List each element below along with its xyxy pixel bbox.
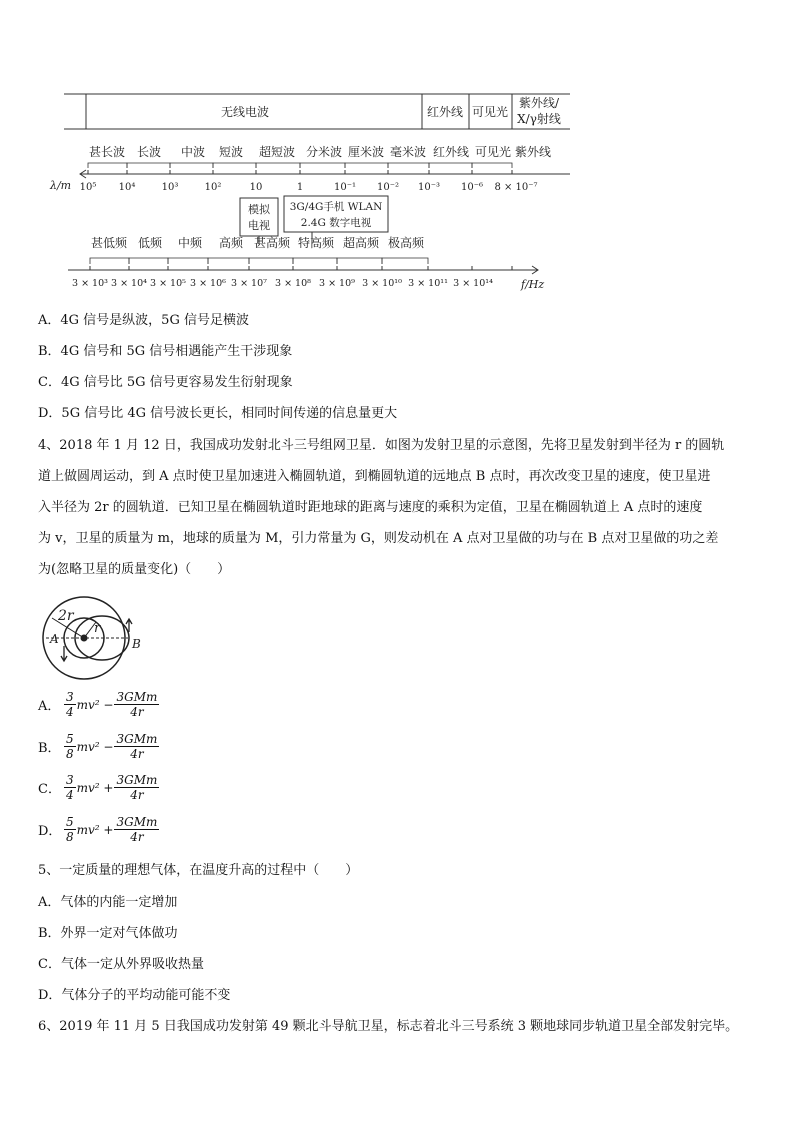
freq-tick: 3 × 10⁶ [190, 278, 226, 289]
lambda-tick: 1 [296, 182, 304, 193]
mid-term: mv² + [76, 780, 114, 795]
wave-name: 中波 [180, 145, 206, 159]
q5-option-a: A．气体的内能一定增加 [38, 895, 178, 910]
lambda-tick: 10⁵ [79, 182, 97, 193]
top-bar-uv: 紫外线/ [518, 96, 560, 110]
lambda-tick: 10 [249, 182, 263, 193]
wave-name: 紫外线 [514, 145, 552, 159]
freq-tick: 3 × 10⁵ [150, 278, 186, 289]
option-label: C． [38, 782, 61, 797]
q5-option-b: B．外界一定对气体做功 [38, 926, 178, 941]
top-bar-visible: 可见光 [471, 105, 509, 119]
q3-option-d: D．5G 信号比 4G 信号波长更长，相同时间传递的信息量更大 [38, 406, 398, 421]
freq-tick: 3 × 10⁴ [111, 278, 147, 289]
coef-fraction: $\frac{5}{8}$ [66, 732, 74, 761]
option-label: B． [38, 741, 61, 756]
term-fraction: $\frac{\text{3GMm}}{4r}$ [116, 815, 158, 844]
phone-wlan-label-2: 2.4G 数字电视 [300, 217, 372, 229]
lambda-tick: 10⁻⁶ [460, 182, 484, 193]
freq-tick: 3 × 10⁷ [231, 278, 267, 289]
coef-fraction: $\frac{5}{8}$ [66, 815, 74, 844]
freq-tick: 3 × 10¹¹ [408, 278, 448, 289]
wave-name: 短波 [218, 145, 244, 159]
mid-term: mv² + [76, 822, 114, 837]
coef-fraction: $\frac{3}{4}$ [66, 773, 74, 802]
lambda-tick: 10² [204, 182, 222, 193]
top-bar-radio: 无线电波 [220, 105, 270, 119]
freq-tick: 3 × 10¹⁰ [362, 278, 402, 289]
q3-option-b: B．4G 信号和 5G 信号相遇能产生干涉现象 [38, 344, 293, 359]
q6-stem: 6、2019 年 11 月 5 日我国成功发射第 49 颗北斗导航卫星，标志着北斗三号系统 3 颗地球同步轨道卫星全部发射完毕。 [38, 1019, 739, 1034]
option-label: A． [38, 699, 61, 714]
freq-tick: 3 × 10¹⁴ [453, 278, 493, 289]
lambda-tick: 8 × 10⁻⁷ [494, 182, 538, 193]
wave-name: 红外线 [432, 145, 470, 159]
q4-stem-line-2: 道上做圆周运动，到 A 点时使卫星加速进入椭圆轨道，到椭圆轨道的远地点 B 点时，再次改变卫星的速度，使卫星进 [38, 469, 711, 484]
lambda-tick: 10⁻¹ [333, 182, 357, 193]
freq-name: 甚低频 [90, 236, 128, 250]
label-A: A [50, 632, 59, 646]
q4-stem-line-1: 4、2018 年 1 月 12 日，我国成功发射北斗三号组网卫星．如图为发射卫星的示意图，先将卫星发射到半径为 r 的圆轨 [38, 438, 725, 453]
orbit-diagram [36, 596, 152, 688]
wave-range-brackets [88, 163, 512, 168]
q3-option-a: A．4G 信号是纵波，5G 信号足横波 [38, 313, 249, 328]
term-fraction: $\frac{\text{3GMm}}{4r}$ [116, 690, 158, 719]
freq-name: 超高频 [342, 236, 380, 250]
spectrum-diagram [0, 88, 794, 298]
q3-option-c: C．4G 信号比 5G 信号更容易发生衍射现象 [38, 375, 293, 390]
wave-name: 厘米波 [347, 145, 385, 159]
q4-option-d [38, 815, 159, 844]
mid-term: mv² − [76, 739, 114, 754]
freq-name: 低频 [137, 236, 163, 250]
wave-name: 超短波 [258, 145, 296, 159]
q4-stem-line-3: 入半径为 2r 的圆轨道．已知卫星在椭圆轨道时距地球的距离与速度的乘积为定值，卫星在椭圆轨道上 A 点时的速度 [38, 500, 703, 515]
top-bar-infrared: 红外线 [426, 105, 464, 119]
freq-name: 特高频 [297, 236, 335, 250]
label-B: B [132, 637, 141, 651]
lambda-tick: 10⁻³ [417, 182, 441, 193]
q4-option-a [38, 690, 159, 719]
coef-fraction: $\frac{3}{4}$ [66, 690, 74, 719]
freq-tick: 3 × 10⁹ [319, 278, 355, 289]
wave-name: 长波 [136, 145, 162, 159]
wave-name: 可见光 [474, 145, 512, 159]
wave-name: 毫米波 [389, 145, 427, 159]
option-label: D． [38, 824, 62, 839]
top-bar-xray: X/γ射线 [517, 112, 561, 126]
q4-stem-line-5: 为(忽略卫星的质量变化)（ ） [38, 562, 231, 577]
analog-tv-label-2: 电视 [248, 219, 270, 232]
q4-stem-line-4: 为 v，卫星的质量为 m，地球的质量为 M，引力常量为 G，则发动机在 A 点对卫星做的功与在 B 点对卫星做的功之差 [38, 531, 719, 546]
q4-option-b [38, 732, 159, 761]
q4-option-c [38, 773, 159, 802]
freq-name: 极高频 [387, 236, 425, 250]
wave-name: 分米波 [305, 145, 343, 159]
freq-name: 高频 [218, 236, 244, 250]
freq-tick: 3 × 10⁸ [275, 278, 311, 289]
label-r: r [94, 621, 101, 636]
wave-name: 甚长波 [88, 145, 126, 159]
lambda-tick: 10⁻² [376, 182, 400, 193]
freq-name: 中频 [177, 236, 203, 250]
phone-wlan-label-1: 3G/4G手机 WLAN [289, 201, 383, 213]
lambda-axis-label: λ/m [50, 179, 72, 192]
analog-tv-label-1: 模拟 [248, 203, 270, 216]
term-fraction: $\frac{\text{3GMm}}{4r}$ [116, 732, 158, 761]
frequency-axis [68, 266, 538, 274]
mid-term: mv² − [76, 697, 114, 712]
freq-range-brackets [90, 258, 428, 264]
lambda-tick: 10³ [161, 182, 179, 193]
q5-stem: 5、一定质量的理想气体，在温度升高的过程中（ ） [38, 863, 359, 878]
q5-option-d: D．气体分子的平均动能可能不变 [38, 988, 231, 1003]
freq-name: 甚高频 [253, 236, 291, 250]
lambda-axis [80, 170, 570, 178]
q5-option-c: C．气体一定从外界吸收热量 [38, 957, 204, 972]
lambda-tick: 10⁴ [118, 182, 136, 193]
term-fraction: $\frac{\text{3GMm}}{4r}$ [116, 773, 158, 802]
freq-axis-label: f/Hz [521, 278, 545, 291]
label-2r: 2r [58, 608, 74, 624]
freq-tick: 3 × 10³ [72, 278, 108, 289]
